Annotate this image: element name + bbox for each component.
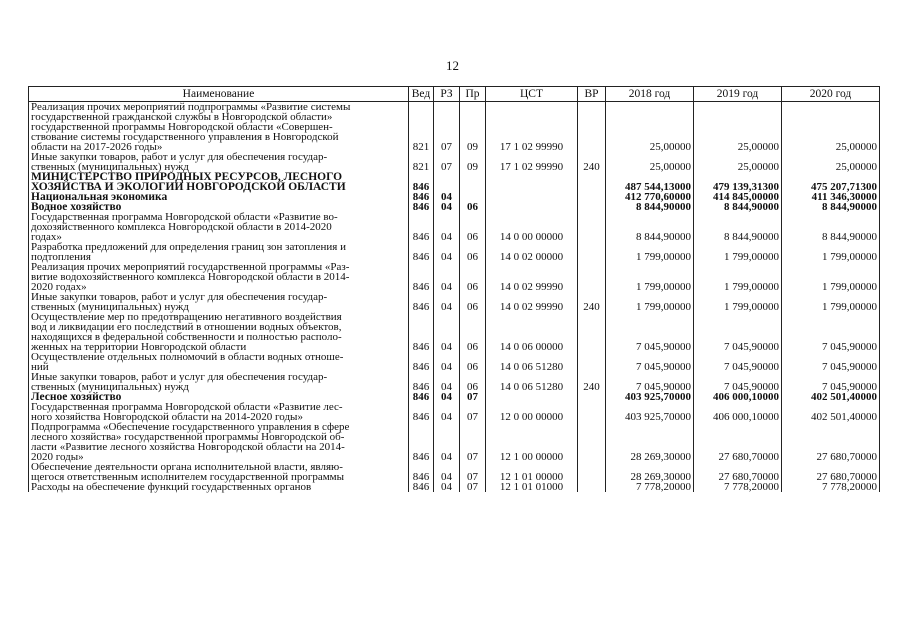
cell-pr: 06 — [460, 372, 486, 392]
cell-name — [29, 292, 409, 312]
cell-name-line: Государственная программа Новгородской области «Развитие во- — [31, 211, 338, 223]
cell-rz: 04 — [434, 192, 460, 202]
cell-ved: 846 — [409, 262, 434, 292]
cell-rz: 04 — [434, 462, 460, 482]
cell-pr: 06 — [460, 352, 486, 372]
cell-2018: 487 544,13000 — [606, 172, 694, 192]
cell-2020: 27 680,70000 — [782, 462, 880, 482]
cell-name-line: Лесное хозяйство — [31, 391, 122, 403]
cell-vr — [578, 462, 606, 482]
cell-2018: 403 925,70000 — [606, 402, 694, 422]
cell-name-line: находящихся в федеральной собственности и полностью располо- — [31, 331, 342, 343]
cell-2018: 412 770,60000 — [606, 192, 694, 202]
cell-2020: 7 045,90000 — [782, 312, 880, 352]
cell-2018: 7 778,20000 — [606, 482, 694, 492]
cell-rz: 04 — [434, 212, 460, 242]
cell-pr: 09 — [460, 152, 486, 172]
cell-name — [29, 462, 409, 482]
cell-rz: 04 — [434, 422, 460, 462]
cell-ved: 846 — [409, 212, 434, 242]
cell-name-line: ласти «Развитие лесного хозяйства Новгородской области на 2014- — [31, 441, 345, 453]
cell-name-line: дохозяйственного комплекса Новгородской области в 2014-2020 — [31, 221, 332, 233]
cell-name-line: Расходы на обеспечение функций государственных органов — [31, 481, 312, 493]
cell-cst: 14 0 06 51280 — [486, 372, 578, 392]
cell-name-line: Осуществление отдельных полномочий в области водных отноше- — [31, 351, 344, 363]
cell-2020: 1 799,00000 — [782, 242, 880, 262]
cell-name — [29, 242, 409, 262]
cell-vr — [578, 312, 606, 352]
cell-cst: 12 0 00 00000 — [486, 402, 578, 422]
cell-2019: 25,00000 — [694, 152, 782, 172]
cell-rz: 04 — [434, 312, 460, 352]
cell-2020: 7 778,20000 — [782, 482, 880, 492]
cell-name-line: Иные закупки товаров, работ и услуг для обеспечения государ- — [31, 151, 328, 163]
cell-name-line: области на 2017-2026 годы» — [31, 141, 163, 153]
cell-rz: 07 — [434, 102, 460, 153]
cell-2019: 1 799,00000 — [694, 292, 782, 312]
cell-2018: 7 045,90000 — [606, 312, 694, 352]
cell-2019: 7 778,20000 — [694, 482, 782, 492]
cell-2018: 8 844,90000 — [606, 202, 694, 212]
cell-rz: 04 — [434, 202, 460, 212]
cell-2020: 25,00000 — [782, 152, 880, 172]
cell-2020: 475 207,71300 — [782, 172, 880, 192]
cell-name-line: щегося ответственным исполнителем государственной программы — [31, 471, 345, 483]
cell-2019: 406 000,10000 — [694, 392, 782, 402]
cell-name-line: ственных (муниципальных) нужд — [31, 161, 189, 173]
cell-name-line: Реализация прочих мероприятий подпрограммы «Развитие системы — [31, 101, 351, 113]
cell-2019: 8 844,90000 — [694, 212, 782, 242]
cell-cst — [486, 172, 578, 192]
cell-ved: 846 — [409, 192, 434, 202]
cell-ved: 846 — [409, 402, 434, 422]
cell-vr — [578, 242, 606, 262]
cell-2019: 27 680,70000 — [694, 462, 782, 482]
cell-ved: 846 — [409, 172, 434, 192]
cell-2018: 1 799,00000 — [606, 242, 694, 262]
cell-2020: 27 680,70000 — [782, 422, 880, 462]
cell-name — [29, 312, 409, 352]
cell-2019: 7 045,90000 — [694, 372, 782, 392]
cell-rz: 07 — [434, 152, 460, 172]
cell-ved: 846 — [409, 352, 434, 372]
cell-2019: 25,00000 — [694, 102, 782, 153]
table-header-row — [29, 87, 880, 102]
cell-rz: 04 — [434, 392, 460, 402]
cell-2020: 411 346,30000 — [782, 192, 880, 202]
cell-name-line: Иные закупки товаров, работ и услуг для обеспечения государ- — [31, 291, 328, 303]
cell-2018: 7 045,90000 — [606, 372, 694, 392]
cell-name-line: МИНИСТЕРСТВО ПРИРОДНЫХ РЕСУРСОВ, ЛЕСНОГО — [31, 171, 343, 183]
cell-ved: 846 — [409, 422, 434, 462]
cell-pr: 07 — [460, 422, 486, 462]
cell-vr — [578, 172, 606, 192]
cell-rz: 04 — [434, 372, 460, 392]
cell-cst — [486, 192, 578, 202]
cell-2018: 1 799,00000 — [606, 262, 694, 292]
cell-2020: 402 501,40000 — [782, 392, 880, 402]
cell-name-line: Подпрограмма «Обеспечение государственного управления в сфере — [31, 421, 350, 433]
cell-2018: 8 844,90000 — [606, 212, 694, 242]
cell-2019: 406 000,10000 — [694, 402, 782, 422]
cell-pr: 07 — [460, 392, 486, 402]
cell-rz: 04 — [434, 482, 460, 492]
cell-name-line: Реализация прочих мероприятий государственной программы «Раз- — [31, 261, 350, 273]
cell-name — [29, 422, 409, 462]
cell-name-line: годах» — [31, 231, 62, 243]
cell-2020: 8 844,90000 — [782, 202, 880, 212]
cell-name — [29, 152, 409, 172]
page-number: 12 — [446, 58, 459, 73]
cell-name-line: женных на территории Новгородской области — [31, 341, 247, 353]
cell-vr — [578, 202, 606, 212]
cell-vr: 240 — [578, 152, 606, 172]
cell-ved: 846 — [409, 392, 434, 402]
table-row — [29, 262, 880, 292]
cell-rz: 04 — [434, 242, 460, 262]
cell-name — [29, 402, 409, 422]
cell-rz: 04 — [434, 352, 460, 372]
cell-name-line: государственной программы Новгородской области «Совершен- — [31, 121, 333, 133]
table-row — [29, 372, 880, 392]
table-row — [29, 482, 880, 492]
cell-2018: 28 269,30000 — [606, 462, 694, 482]
cell-name-line: подтопления — [31, 251, 91, 263]
table-row — [29, 422, 880, 462]
cell-pr: 07 — [460, 402, 486, 422]
cell-ved: 821 — [409, 102, 434, 153]
cell-name-line: ственных (муниципальных) нужд — [31, 381, 189, 393]
cell-pr: 06 — [460, 262, 486, 292]
cell-cst: 14 0 02 00000 — [486, 242, 578, 262]
cell-ved: 846 — [409, 242, 434, 262]
col-header-2018: 2018 год — [606, 87, 694, 102]
col-header-vr: ВР — [578, 87, 606, 102]
cell-cst: 14 0 00 00000 — [486, 212, 578, 242]
col-header-2020: 2020 год — [782, 87, 880, 102]
col-header-2019: 2019 год — [694, 87, 782, 102]
cell-name-line: Водное хозяйство — [31, 201, 122, 213]
cell-2019: 479 139,31300 — [694, 172, 782, 192]
cell-2018: 1 799,00000 — [606, 292, 694, 312]
cell-2020: 402 501,40000 — [782, 402, 880, 422]
cell-cst: 12 1 01 00000 — [486, 462, 578, 482]
cell-name — [29, 102, 409, 153]
cell-cst — [486, 202, 578, 212]
cell-vr — [578, 422, 606, 462]
cell-pr: 07 — [460, 462, 486, 482]
cell-name-line: витие водохозяйственного комплекса Новгородской области в 2014- — [31, 271, 350, 283]
cell-cst: 17 1 02 99990 — [486, 152, 578, 172]
table-row — [29, 292, 880, 312]
cell-vr — [578, 192, 606, 202]
cell-rz: 04 — [434, 402, 460, 422]
col-header-rz: РЗ — [434, 87, 460, 102]
cell-cst: 17 1 02 99990 — [486, 102, 578, 153]
cell-rz: 04 — [434, 292, 460, 312]
cell-pr: 06 — [460, 212, 486, 242]
cell-name-line: вод и ликвидации его последствий в отношении водных объектов, — [31, 321, 342, 333]
cell-cst: 14 0 02 99990 — [486, 262, 578, 292]
cell-pr: 06 — [460, 242, 486, 262]
cell-2019: 1 799,00000 — [694, 242, 782, 262]
cell-2020: 7 045,90000 — [782, 352, 880, 372]
cell-name-line: Государственная программа Новгородской области «Развитие лес- — [31, 401, 343, 413]
cell-2018: 25,00000 — [606, 102, 694, 153]
cell-pr: 06 — [460, 202, 486, 212]
cell-vr — [578, 262, 606, 292]
cell-name-line: ХОЗЯЙСТВА И ЭКОЛОГИИ НОВГОРОДСКОЙ ОБЛАСТИ — [31, 181, 346, 193]
col-header-ved: Вед — [409, 87, 434, 102]
cell-vr — [578, 212, 606, 242]
cell-vr: 240 — [578, 292, 606, 312]
col-header-cst: ЦСТ — [486, 87, 578, 102]
cell-2019: 1 799,00000 — [694, 262, 782, 292]
table-row — [29, 212, 880, 242]
cell-name-line: Разработка предложений для определения границ зон затопления и — [31, 241, 346, 253]
cell-2018: 7 045,90000 — [606, 352, 694, 372]
cell-name — [29, 212, 409, 242]
table-row — [29, 242, 880, 262]
cell-name — [29, 262, 409, 292]
cell-vr — [578, 482, 606, 492]
table-row — [29, 172, 880, 192]
cell-vr — [578, 352, 606, 372]
cell-name-line: Обеспечение деятельности органа исполнительной власти, являю- — [31, 461, 343, 473]
table-row — [29, 312, 880, 352]
cell-name-line: ний — [31, 361, 49, 373]
cell-2019: 414 845,00000 — [694, 192, 782, 202]
cell-name-line: ствование системы государственного управления в Новгородской — [31, 131, 339, 143]
cell-name-line: ственных (муниципальных) нужд — [31, 301, 189, 313]
cell-2019: 7 045,90000 — [694, 352, 782, 372]
cell-ved: 821 — [409, 152, 434, 172]
cell-name-line: Иные закупки товаров, работ и услуг для обеспечения государ- — [31, 371, 328, 383]
cell-name — [29, 482, 409, 492]
cell-name-line: государственной гражданской службы в Новгородской области» — [31, 111, 333, 123]
col-header-pr: Пр — [460, 87, 486, 102]
cell-name — [29, 372, 409, 392]
cell-pr: 09 — [460, 102, 486, 153]
cell-2020: 25,00000 — [782, 102, 880, 153]
cell-name-line: 2020 годах» — [31, 281, 87, 293]
cell-name — [29, 352, 409, 372]
cell-2019: 27 680,70000 — [694, 422, 782, 462]
cell-pr: 06 — [460, 312, 486, 352]
cell-vr — [578, 402, 606, 422]
table-row — [29, 152, 880, 172]
cell-ved: 846 — [409, 372, 434, 392]
cell-rz — [434, 172, 460, 192]
cell-ved: 846 — [409, 462, 434, 482]
cell-ved: 846 — [409, 202, 434, 212]
cell-name-line: Осуществление мер по предотвращению негативного воздействия — [31, 311, 342, 323]
cell-ved: 846 — [409, 292, 434, 312]
cell-name-line: Национальная экономика — [31, 191, 168, 203]
cell-name-line: ного хозяйства Новгородской области на 2014-2020 годы» — [31, 411, 303, 423]
cell-2018: 28 269,30000 — [606, 422, 694, 462]
cell-name-line: лесного хозяйства» государственной программы Новгородской об- — [31, 431, 345, 443]
cell-2018: 403 925,70000 — [606, 392, 694, 402]
cell-2020: 7 045,90000 — [782, 372, 880, 392]
cell-cst: 14 0 06 51280 — [486, 352, 578, 372]
cell-2019: 7 045,90000 — [694, 312, 782, 352]
cell-2018: 25,00000 — [606, 152, 694, 172]
table-row — [29, 402, 880, 422]
budget-table — [28, 86, 880, 492]
table-body — [29, 102, 880, 493]
cell-pr — [460, 172, 486, 192]
cell-pr: 06 — [460, 292, 486, 312]
table-row — [29, 352, 880, 372]
cell-vr: 240 — [578, 372, 606, 392]
col-header-name: Наименование — [29, 87, 409, 102]
cell-cst: 12 1 01 01000 — [486, 482, 578, 492]
cell-2020: 1 799,00000 — [782, 292, 880, 312]
cell-vr — [578, 102, 606, 153]
cell-pr: 07 — [460, 482, 486, 492]
cell-cst — [486, 392, 578, 402]
cell-ved: 846 — [409, 312, 434, 352]
table-row — [29, 102, 880, 153]
cell-2020: 8 844,90000 — [782, 212, 880, 242]
cell-2020: 1 799,00000 — [782, 262, 880, 292]
cell-name-line: 2020 годы» — [31, 451, 84, 463]
cell-cst: 12 1 00 00000 — [486, 422, 578, 462]
cell-name — [29, 172, 409, 192]
cell-2019: 8 844,90000 — [694, 202, 782, 212]
cell-cst: 14 0 06 00000 — [486, 312, 578, 352]
table-row — [29, 462, 880, 482]
cell-ved: 846 — [409, 482, 434, 492]
cell-vr — [578, 392, 606, 402]
cell-cst: 14 0 02 99990 — [486, 292, 578, 312]
cell-rz: 04 — [434, 262, 460, 292]
